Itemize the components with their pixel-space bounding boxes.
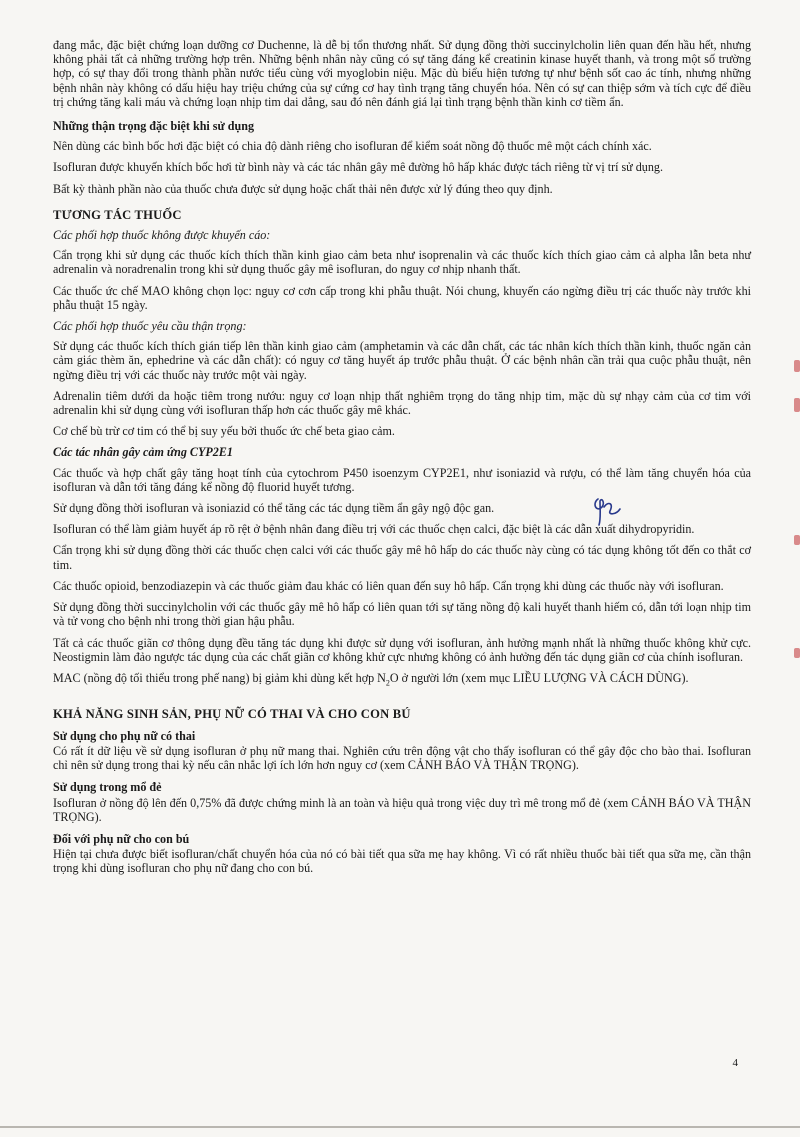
precautions-paragraph-2: Isofluran được khuyến khích bốc hơi từ bình này và các tác nhân gây mê đường hô hấp khác được tách riêng từ vị trí sử dụng.	[53, 160, 663, 175]
n2o-subscript: 2	[385, 678, 390, 688]
fertility-heading: KHẢ NĂNG SINH SẢN, PHỤ NỮ CÓ THAI VÀ CHO CON BÚ	[53, 706, 411, 721]
mac-text-start: MAC (nồng độ tối thiểu trong phế nang) bị giảm khi dùng kết hợp N	[53, 670, 386, 685]
intro-paragraph: đang mắc, đặc biệt chứng loạn dưỡng cơ Duchenne, là dễ bị tổn thương nhất. Sử dụng đồng thời succinylcholin liên quan đến hầu hết, nhưng không phải tất cả những trường hợp trên. Những bệnh nhân này cũng có sự tăng đáng kể creatinin kinase huyết thanh, và trong một số trường hợp, có sự thay đổi trong thành phần nước tiểu cùng với myoglobin niệu. Mặc dù biểu hiện tương tự như bệnh sốt cao ác tính, nhưng những bệnh nhân này không có dấu hiệu hay triệu chứng của sự cứng cơ hay tình trạng tăng chuyển hóa. Nên có sự can thiệp sớm và tích cực để điều trị chứng tăng kali máu và chứng loạn nhịp tim dai dẳng, sau đó nên đánh giá lại tình trạng bệnh thần kinh cơ tiềm ẩn.	[53, 38, 751, 109]
precautions-paragraph-1: Nên dùng các bình bốc hơi đặc biệt có chia độ dành riêng cho isofluran để kiểm soát nồng độ thuốc mê một cách chính xác.	[53, 139, 652, 154]
interactions-paragraph-8: Isofluran có thể làm giảm huyết áp rõ rệt ở bệnh nhân đang điều trị với các thuốc chẹn calci, đặc biệt là các dẫn xuất dihydropyridin.	[53, 522, 695, 537]
pregnancy-heading: Sử dụng cho phụ nữ có thai	[53, 728, 196, 743]
edge-mark	[794, 648, 800, 658]
interactions-paragraph-4: Adrenalin tiêm dưới da hoặc tiêm trong nướu: nguy cơ loạn nhịp thất nghiêm trọng do tăng nhịp tim, mặc dù sự nhạy cảm của cơ tim với adrenalin khi sử dụng cùng với isofluran thấp hơn các thuốc gây mê khác.	[53, 388, 751, 418]
scan-bottom-edge	[0, 1126, 800, 1128]
interactions-paragraph-9: Cẩn trọng khi sử dụng đồng thời các thuốc chẹn calci với các thuốc gây mê hô hấp do các thuốc này cùng có tác dụng không tốt đến co thắt cơ tim.	[53, 543, 751, 572]
caution-subheading: Các phối hợp thuốc yêu cầu thận trọng:	[53, 319, 247, 334]
edge-mark	[794, 398, 800, 412]
document-page	[53, 38, 751, 878]
precautions-paragraph-3: Bất kỳ thành phần nào của thuốc chưa được sử dụng hoặc chất thải nên được xử lý đúng theo quy định.	[53, 181, 553, 196]
interactions-paragraph-3: Sử dụng các thuốc kích thích gián tiếp lên thần kinh giao cảm (amphetamin và các dẫn chất, các tác nhân kích thích thần kinh, thuốc ngăn cản cảm giác thèm ăn, ephedrine và các dẫn chất): có nguy cơ tăng huyết áp trước phẫu thuật. Ở các bệnh nhân cần trải qua cuộc phẫu thuật, nên ngừng điều trị với các thuốc này trước một vài ngày.	[53, 339, 751, 382]
interactions-paragraph-13	[53, 671, 751, 691]
page-number: 4	[732, 1057, 738, 1069]
edge-mark	[794, 535, 800, 545]
labour-text: Isofluran ở nồng độ lên đến 0,75% đã được chứng minh là an toàn và hiệu quả trong việc duy trì mê trong mổ đẻ (xem CẢNH BÁO VÀ THẬN TRỌNG).	[53, 795, 751, 824]
cyp2e1-subheading: Các tác nhân gây cảm ứng CYP2E1	[53, 445, 233, 460]
lactation-text: Hiện tại chưa được biết isofluran/chất chuyển hóa của nó có bài tiết qua sữa mẹ hay không. Vì có rất nhiều thuốc bài tiết qua sữa mẹ, cần thận trọng khi dùng isofluran cho phụ nữ đang cho con bú.	[53, 847, 751, 876]
pregnancy-text: Có rất ít dữ liệu về sử dụng isofluran ở phụ nữ mang thai. Nghiên cứu trên động vật cho thấy isofluran có thể gây độc cho bào thai. Isofluran chỉ nên sử dụng trong thai kỳ nếu cân nhắc lợi ích lớn hơn nguy cơ (xem CẢNH BÁO VÀ THẬN TRỌNG).	[53, 743, 751, 773]
mac-text-end: O ở người lớn (xem mục LIỀU LƯỢNG VÀ CÁCH DÙNG).	[389, 670, 689, 685]
interactions-paragraph-5: Cơ chế bù trừ cơ tim có thể bị suy yếu bởi thuốc ức chế beta giao cảm.	[53, 424, 395, 439]
interactions-paragraph-6: Các thuốc và hợp chất gây tăng hoạt tính của cytochrom P450 isoenzym CYP2E1, như isoniazid và rượu, có thể làm tăng chuyển hóa của isofluran và dẫn tới tăng đáng kể nồng độ fluorid huyết tương.	[53, 465, 751, 494]
interactions-paragraph-1: Cẩn trọng khi sử dụng các thuốc kích thích thần kinh giao cảm beta như isoprenalin và các thuốc kích thích giao cảm cả alpha lẫn beta như adrenalin và noradrenalin trong khi sử dụng thuốc gây mê isofluran, do nguy cơ nhịp nhanh thất.	[53, 248, 751, 277]
not-recommended-subheading: Các phối hợp thuốc không được khuyến cáo:	[53, 228, 271, 243]
interactions-paragraph-2: Các thuốc ức chế MAO không chọn lọc: nguy cơ cơn cấp trong khi phẫu thuật. Nói chung, khuyến cáo ngừng điều trị các thuốc này trước khi phẫu thuật 15 ngày.	[53, 283, 751, 312]
interactions-paragraph-11: Sử dụng đồng thời succinylcholin với các thuốc gây mê hô hấp có liên quan tới sự tăng nồng độ kali huyết thanh hiếm có, dẫn tới loạn nhịp tim và tử vong cho bệnh nhi trong thời gian hậu phẫu.	[53, 600, 751, 629]
handwritten-initials	[590, 493, 630, 527]
interactions-paragraph-12: Tất cả các thuốc giãn cơ thông dụng đều tăng tác dụng khi được sử dụng với isofluran, ảnh hưởng mạnh nhất là những thuốc không khử cực. Neostigmin làm đảo ngược tác dụng của các chất giãn cơ không khử cực nhưng không có ảnh hưởng đến tác dụng giãn cơ của chính isofluran.	[53, 635, 751, 664]
lactation-heading: Đối với phụ nữ cho con bú	[53, 831, 190, 846]
interactions-heading: TƯƠNG TÁC THUỐC	[53, 207, 182, 222]
interactions-paragraph-7: Sử dụng đồng thời isofluran và isoniazid có thể tăng các tác dụng tiềm ẩn gây ngộ độc gan.	[53, 501, 495, 516]
special-precautions-heading: Những thận trọng đặc biệt khi sử dụng	[53, 119, 255, 134]
edge-mark	[794, 360, 800, 372]
interactions-paragraph-10: Các thuốc opioid, benzodiazepin và các thuốc giảm đau khác có liên quan đến suy hô hấp. Cẩn trọng khi dùng các thuốc này với isofluran.	[53, 578, 724, 593]
labour-heading: Sử dụng trong mổ đẻ	[53, 780, 162, 795]
